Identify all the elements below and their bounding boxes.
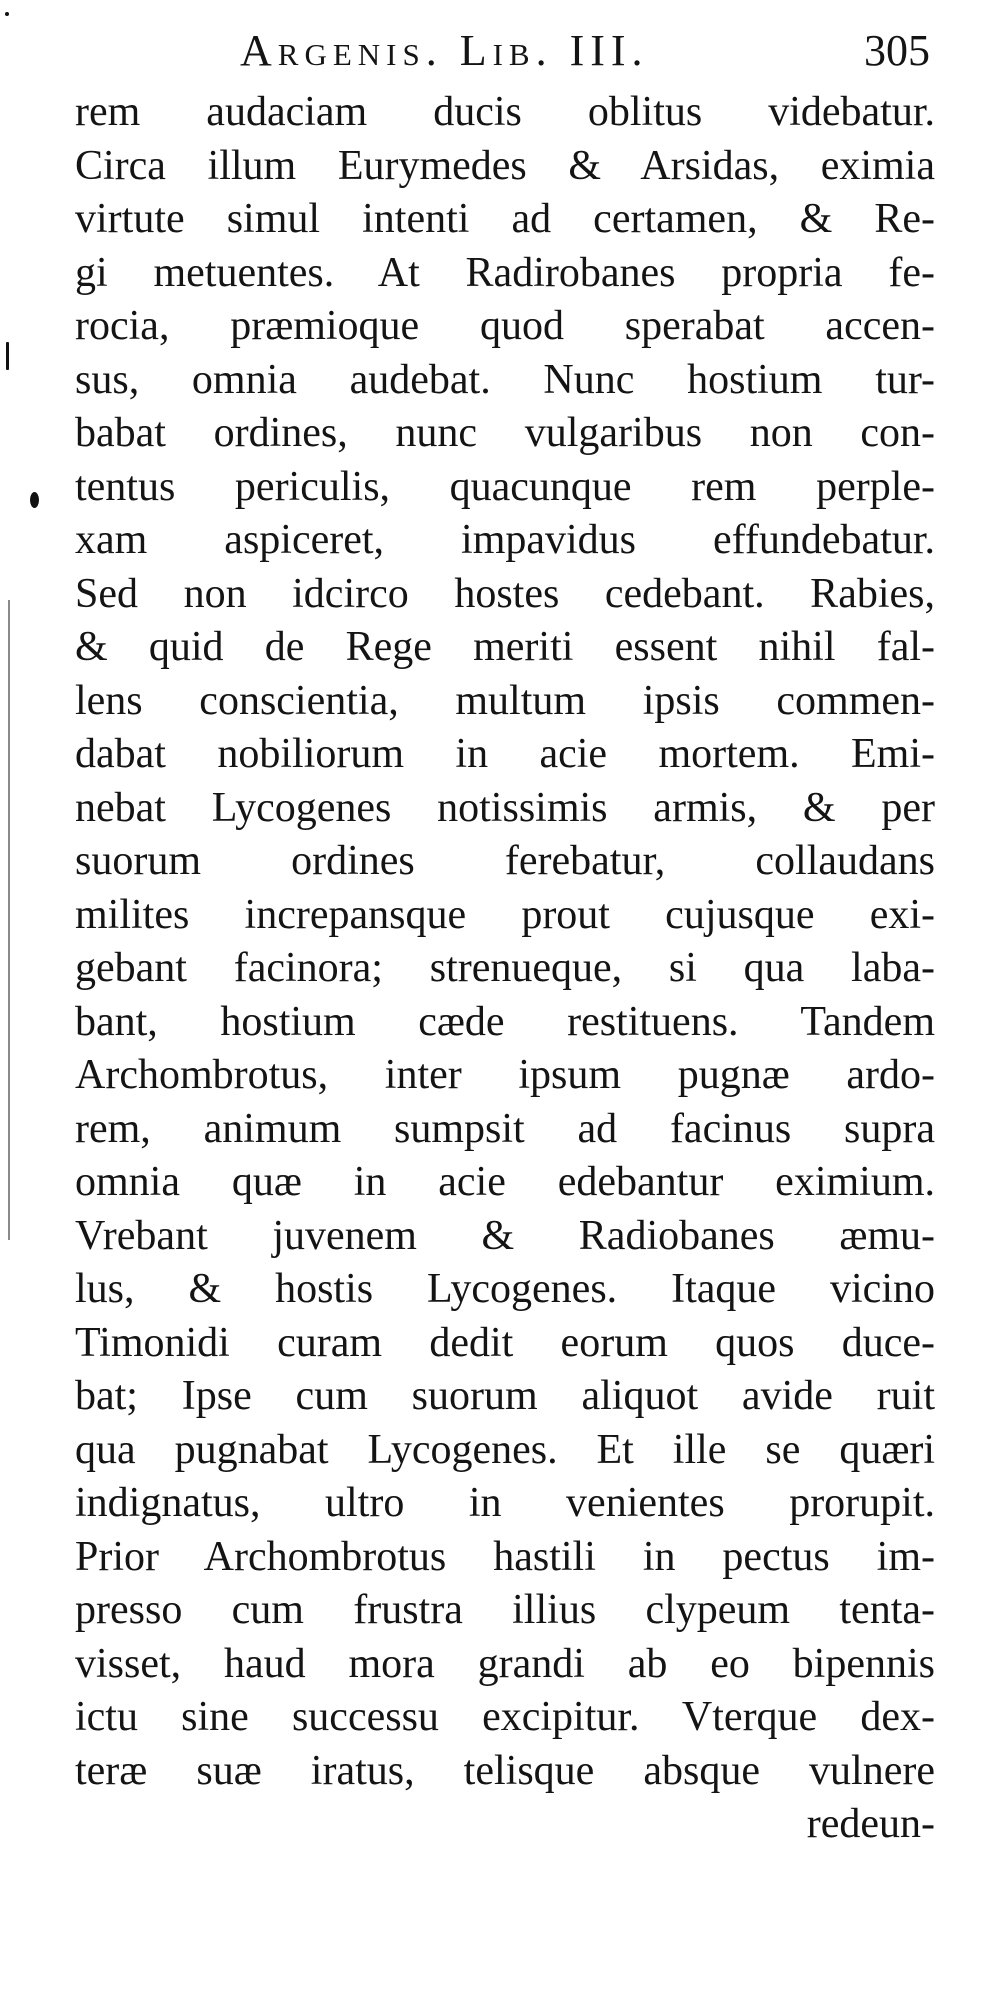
text-line: Circa illum Eurymedes & Arsidas, eximia (75, 142, 935, 189)
text-line: Timonidi curam dedit eorum quos duce- (75, 1319, 935, 1366)
catchword: redeun- (806, 1801, 935, 1847)
text-line: xam aspiceret, impavidus effundebatur. (75, 517, 935, 563)
text-line: milites increpansque prout cujusque exi- (75, 891, 935, 938)
text-line: sus, omnia audebat. Nunc hostium tur- (75, 356, 935, 403)
text-line: virtute simul intenti ad certamen, & Re- (75, 196, 935, 242)
text-line: Archombrotus, inter ipsum pugnæ ardo- (75, 1052, 935, 1098)
text-line: bant, hostium cæde restituens. Tandem (75, 998, 935, 1045)
text-line: rem audaciam ducis oblitus videbatur. (75, 89, 935, 135)
text-line: nebat Lycogenes notissimis armis, & per (75, 784, 935, 831)
running-title: Argenis. Lib. III. (240, 26, 649, 75)
text-line: qua pugnabat Lycogenes. Et ille se quæri (75, 1426, 935, 1473)
text-line: presso cum frustra illius clypeum tenta- (75, 1587, 935, 1633)
text-line: rem, animum sumpsit ad facinus supra (75, 1105, 935, 1152)
text-line: & quid de Rege meriti essent nihil fal- (75, 624, 935, 670)
text-line: Sed non idcirco hostes cedebant. Rabies, (75, 570, 935, 617)
text-line: lus, & hostis Lycogenes. Itaque vicino (75, 1266, 935, 1312)
scan-edge-mark (8, 600, 10, 1240)
text-line: ictu sine successu excipitur. Vterque dex- (75, 1694, 935, 1740)
text-line: rocia, præmioque quod sperabat accen- (75, 303, 935, 349)
text-line: omnia quæ in acie edebantur eximium. (75, 1159, 935, 1205)
text-line: Vrebant juvenem & Radiobanes æmu- (75, 1212, 935, 1259)
text-line: dabat nobiliorum in acie mortem. Emi- (75, 731, 935, 777)
text-line: visset, haud mora grandi ab eo bipennis (75, 1640, 935, 1687)
ink-speck (5, 12, 9, 16)
ink-speck (30, 492, 39, 508)
text-line: gi metuentes. At Radirobanes propria fe- (75, 249, 935, 296)
text-line: babat ordines, nunc vulgaribus non con- (75, 410, 935, 456)
body-text (75, 86, 935, 1852)
text-line: suorum ordines ferebatur, collaudans (75, 838, 935, 884)
running-head (240, 20, 930, 82)
text-line: tentus periculis, quacunque rem perple- (75, 463, 935, 510)
text-line: gebant facinora; strenueque, si qua laba- (75, 945, 935, 991)
text-line: Prior Archombrotus hastili in pectus im- (75, 1533, 935, 1580)
text-line: indignatus, ultro in venientes prorupit. (75, 1480, 935, 1526)
text-line: lens conscientia, multum ipsis commen- (75, 677, 935, 724)
page-number: 305 (864, 26, 930, 75)
text-line: teræ suæ iratus, telisque absque vulnere (75, 1747, 935, 1794)
text-line: bat; Ipse cum suorum aliquot avide ruit (75, 1373, 935, 1419)
ink-speck (6, 342, 9, 370)
